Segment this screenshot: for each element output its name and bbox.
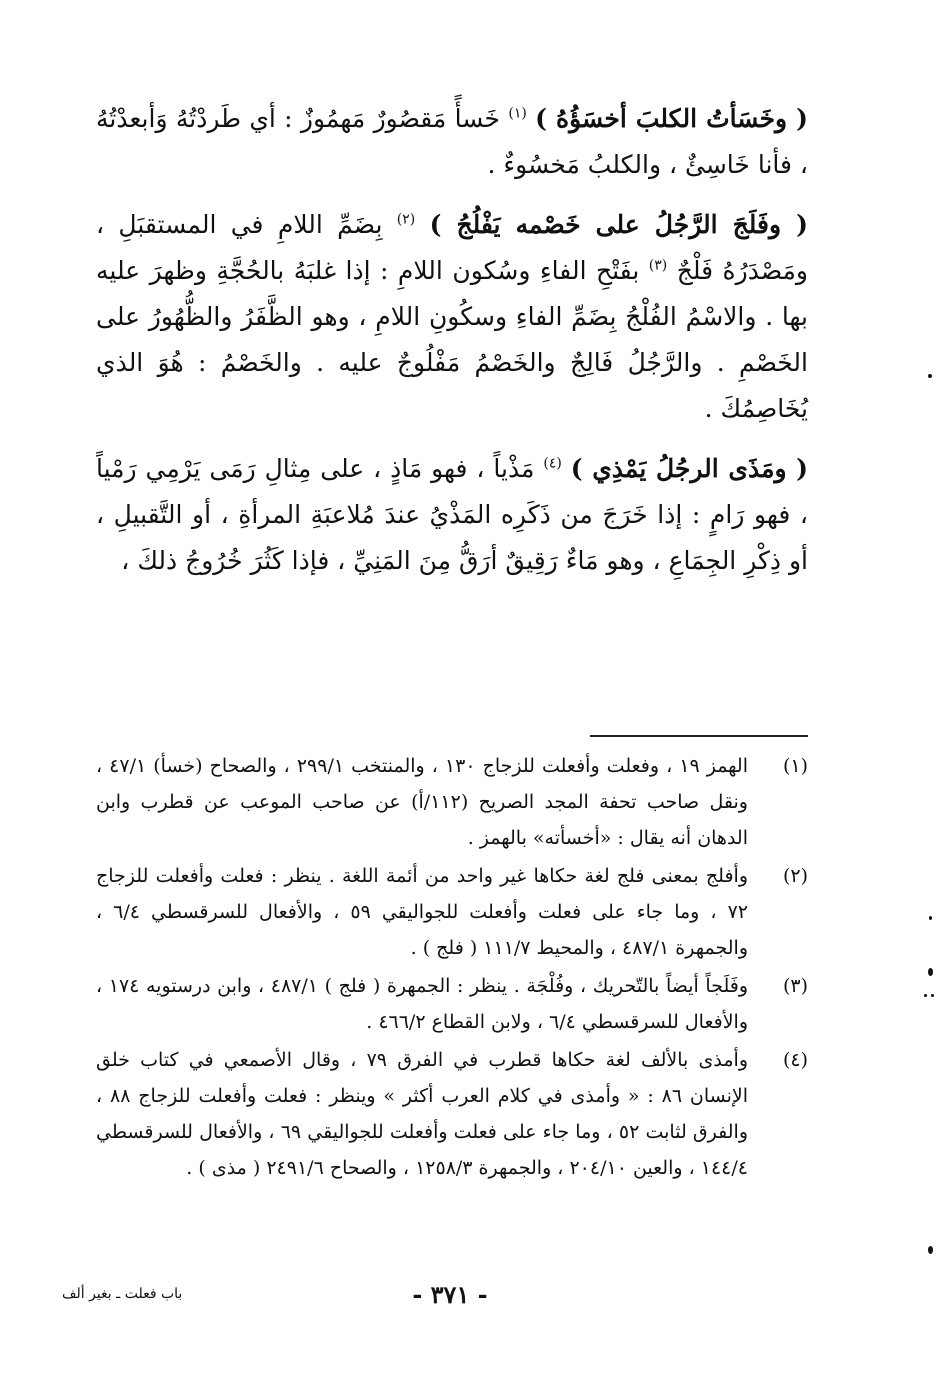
footnote-3 xyxy=(96,968,808,1040)
paragraph-madha xyxy=(96,446,808,584)
footnote-4 xyxy=(96,1042,808,1186)
footnote-number: (٢) xyxy=(782,865,808,887)
footnote-2 xyxy=(96,858,808,966)
scan-speck xyxy=(931,994,934,997)
footnote-number: (٤) xyxy=(782,1049,808,1071)
footnote-ref-2: (٢) xyxy=(396,211,416,228)
paragraph-khasa xyxy=(96,96,808,188)
footnote-number: (١) xyxy=(782,755,808,777)
scan-speck xyxy=(924,994,927,997)
footnote-1 xyxy=(96,748,808,856)
scan-speck xyxy=(929,916,932,920)
paragraph-text: بِضَمِّ اللامِ في المستقبَلِ ، ومَصْدَرُهُ فَلْجٌ xyxy=(96,210,808,285)
footnote-number: (٣) xyxy=(782,975,808,997)
page-number: - ٣٧١ - xyxy=(412,1280,488,1309)
headword: ( وفَلَجَ الرَّجُلُ على خَصْمه يَفْلُجُ ) xyxy=(429,210,808,239)
scan-speck xyxy=(928,1246,933,1254)
footnotes xyxy=(96,748,808,1188)
scan-speck xyxy=(928,374,932,378)
headword: ( ومَذَى الرجُلُ يَمْذِي ) xyxy=(570,454,809,483)
footnote-text: الهمز ١٩ ، وفعلت وأفعلت للزجاج ١٣٠ ، والمنتخب ٢٩٩/١ ، والصحاح (خسأ) ٤٧/١ ، ونقل صاحب تحفة المجد الصريح (١١٢/أ) عن صاحب الموعب عن قطرب وابن الدهان أنه يقال : «أخسأته» بالهمز . xyxy=(96,755,749,849)
footnote-ref-3: (٣) xyxy=(648,257,668,274)
footnote-separator xyxy=(590,735,808,737)
footnote-text: وفَلَجاً أيضاً بالتّحريك ، وفُلْجَة . ينظر : الجمهرة ( فلج ) ٤٨٧/١ ، وابن درستويه ١٧٤ ، والأفعال للسرقسطي ٦/٤ ، ولابن القطاع ٤٦٦/٢ . xyxy=(96,975,749,1033)
footnote-text: وأفلج بمعنى فلج لغة حكاها غير واحد من أئمة اللغة . ينظر : فعلت وأفعلت للزجاج ٧٢ ، وما جاء على فعلت وأفعلت للجواليقي ٥٩ ، والأفعال للسرقسطي ٦/٤ ، والجمهرة ٤٨٧/١ ، والمحيط ١١١/٧ ( فلج ) . xyxy=(96,865,748,959)
paragraph-text: بفَتْحِ الفاءِ وسُكون اللامِ : إذا غلبَهُ بالحُجَّةِ وظهرَ عليه بها . والاسْمُ الفُلْجُ بِضَمِّ الفاءِ وسكُونِ اللامِ ، وهو الظَّفَرُ والظُّهُورُ على الخَصْمِ . والرَّجُلُ فَالِجٌ والخَصْمُ مَفْلُوجٌ عليه . والخَصْمُ : هُوَ الذي يُخَاصِمُكَ . xyxy=(96,256,808,423)
running-header: باب فعلت ـ بغير ألف xyxy=(62,1286,183,1302)
scan-speck xyxy=(928,968,933,976)
paragraph-text: خَسأً مَقصُورٌ مَهمُوزٌ : أي طَردْتُهُ وَأبعدْتُهُ ، فأنا خَاسِئٌ ، والكلبُ مَخسُوءٌ . xyxy=(96,104,808,179)
paragraph-falaja xyxy=(96,202,808,432)
footnote-ref-1: (١) xyxy=(508,105,527,122)
footnote-text: وأمذى بالألف لغة حكاها قطرب في الفرق ٧٩ ، وقال الأصمعي في كتاب خلق الإنسان ٨٦ : « وأمذى في كلام العرب أكثر » وينظر : فعلت وأفعلت للزجاج ٨٨ ، والفرق لثابت ٥٢ ، وما جاء على فعلت وأفعلت للجواليقي ٦٩ ، والأفعال للسرقسطي ١٤٤/٤ ، والعين ٢٠٤/١٠ ، والجمهرة ١٢٥٨/٣ ، والصحاح ٢٤٩١/٦ ( مذى ) . xyxy=(96,1049,749,1179)
main-text xyxy=(96,96,808,598)
headword: ( وخَسَأتُ الكلبَ أخسَؤُهُ ) xyxy=(535,104,808,133)
footnote-ref-4: (٤) xyxy=(543,455,562,472)
paragraph-text: مَذْياً ، فهو مَاذٍ ، على مِثالِ رَمَى يَرْمِي رَمْياً ، فهو رَامٍ : إذا خَرَجَ من ذَكَرِه المَذْيُ عندَ مُلاعبَةِ المرأةِ ، أو التَّقبيلِ ، أو ذِكْرِ الجِمَاعِ ، وهو مَاءٌ رَقِيقٌ أرَقُّ مِنَ المَنِيِّ ، فإذا كَثُرَ خُرُوجُ ذلكَ ، xyxy=(96,454,808,575)
